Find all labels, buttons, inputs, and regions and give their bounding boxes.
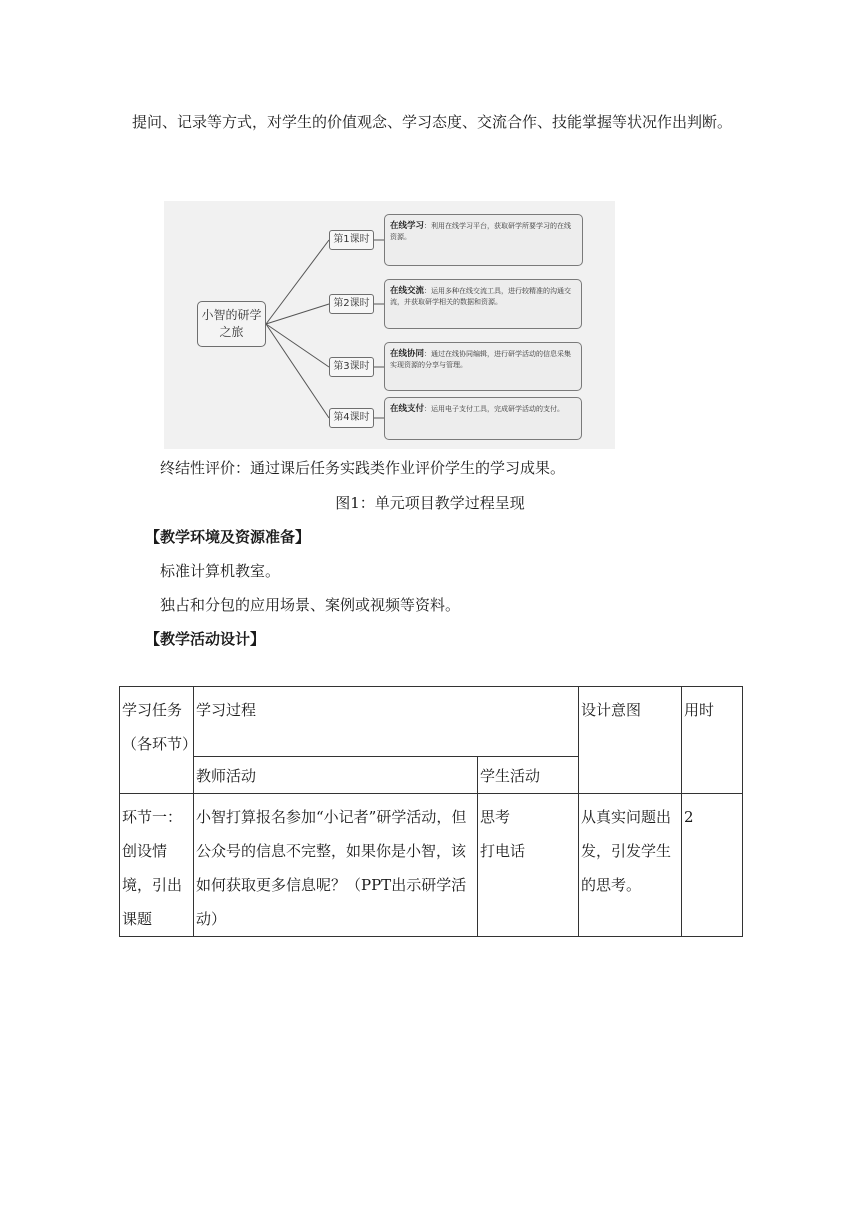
cell-task: 环节一：创设情境，引出课题: [120, 794, 194, 937]
lesson-desc-text: ：通过在线协同编辑，进行研学活动的信息采集实现资源的分享与管理。: [390, 350, 572, 369]
header-process: 学习过程: [194, 687, 579, 757]
section-heading-activity: 【教学活动设计】: [145, 630, 266, 648]
activity-design-table: [119, 686, 743, 937]
header-intent: 设计意图: [579, 687, 682, 794]
lesson-desc-title: 在线交流: [390, 286, 425, 296]
environment-line-1: 标准计算机教室。: [160, 562, 281, 580]
lesson-node-1: 第1课时: [329, 230, 374, 250]
mindmap-figure: [164, 201, 615, 449]
student-activity-line-2: 打电话: [480, 842, 526, 860]
cell-student-activity: [478, 794, 579, 937]
table-header-row: [120, 687, 743, 757]
root-label-line2: 之旅: [219, 325, 244, 339]
table-row: [120, 794, 743, 937]
header-student: 学生活动: [478, 757, 579, 794]
lesson-desc-text: ：运用多种在线交流工具，进行较精准的沟通交流，并获取研学相关的数据和资源。: [390, 287, 572, 306]
lesson-desc-1: [384, 214, 583, 266]
lesson-desc-title: 在线学习: [390, 221, 425, 231]
lesson-desc-2: [384, 279, 582, 329]
header-task: 学习任务（各环节）: [120, 687, 194, 794]
lesson-desc-3: [384, 342, 582, 391]
lesson-node-2: 第2课时: [329, 294, 374, 314]
lesson-desc-text: ：利用在线学习平台，获取研学所要学习的在线资源。: [390, 222, 572, 241]
cell-teacher-activity: 小智打算报名参加“小记者”研学活动，但公众号的信息不完整，如果你是小智，该如何获取更多信息呢？（PPT出示研学活动）: [194, 794, 478, 937]
root-label-line1: 小智的研学: [201, 308, 262, 322]
environment-line-2: 独占和分包的应用场景、案例或视频等资料。: [160, 596, 461, 614]
lesson-desc-title: 在线协同: [390, 349, 425, 359]
figure-caption: 图1：单元项目教学过程呈现: [335, 494, 525, 512]
header-teacher: 教师活动: [194, 757, 478, 794]
section-heading-environment: 【教学环境及资源准备】: [145, 528, 311, 546]
mindmap-root-node: [197, 301, 266, 347]
cell-design-intent: 从真实问题出发，引发学生的思考。: [579, 794, 682, 937]
student-activity-line-1: 思考: [480, 808, 511, 826]
summative-evaluation: 终结性评价：通过课后任务实践类作业评价学生的学习成果。: [160, 459, 566, 477]
cell-time: 2: [682, 794, 743, 937]
intro-paragraph: 提问、记录等方式，对学生的价值观念、学习态度、交流合作、技能掌握等状况作出判断。: [132, 113, 733, 131]
header-time: 用时: [682, 687, 743, 794]
lesson-desc-text: ：运用电子支付工具，完成研学活动的支付。: [424, 405, 565, 413]
lesson-desc-title: 在线支付: [390, 404, 425, 414]
lesson-desc-4: [384, 397, 582, 440]
lesson-node-3: 第3课时: [329, 357, 374, 377]
lesson-node-4: 第4课时: [329, 408, 374, 428]
